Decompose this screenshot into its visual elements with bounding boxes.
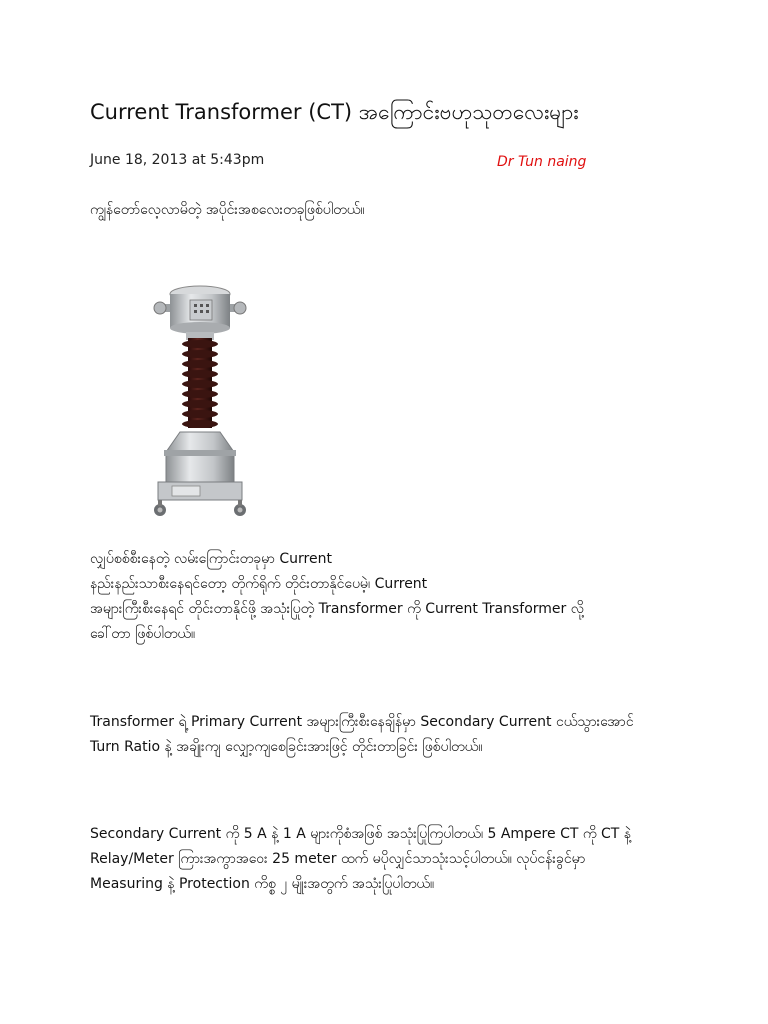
paragraph-line: Turn Ratio နဲ့ အချိုးကျ လျှော့ကျစေခြင်းအားဖြင့် တိုင်းတာခြင်း ဖြစ်ပါတယ်။ [90, 739, 483, 755]
paragraph-line: အများကြီးစီးနေရင် တိုင်းတာနိုင်ဖို့ အသုံးပြုတဲ့ Transformer ကို Current Transformer လို့ [90, 601, 584, 617]
author-name: Dr Tun naing [497, 154, 587, 170]
paragraph-line: Transformer ရဲ့ Primary Current အများကြီးစီးနေချိန်မှာ Secondary Current ငယ်သွားအောင် [90, 714, 634, 730]
paragraph-3 [90, 822, 690, 897]
paragraph-line: နည်းနည်းသာစီးနေရင်တော့ တိုက်ရိုက် တိုင်းတာနိုင်ပေမဲ့၊ Current [90, 576, 428, 592]
intro-text: ကျွန်တော်လေ့လာမိတဲ့ အပိုင်းအစလေးတခုဖြစ်ပါတယ်။ [90, 202, 365, 218]
paragraph-line: ခေါ်တာ ဖြစ်ပါတယ်။ [90, 626, 196, 642]
post-date: June 18, 2013 at 5:43pm [90, 152, 265, 168]
current-transformer-icon [150, 282, 250, 520]
paragraph-line: လျှပ်စစ်စီးနေတဲ့ လမ်းကြောင်းတခုမှာ Current [90, 551, 332, 567]
page-title: Current Transformer (CT) အကြောင်းဗဟုသုတလေးများ [90, 100, 579, 124]
paragraph-1 [90, 547, 690, 647]
paragraph-line: Secondary Current ကို 5 A နဲ့ 1 A များကိုစံအဖြစ် အသုံးပြုကြပါတယ်၊ 5 Ampere CT ကို CT နဲ့ [90, 826, 632, 842]
paragraph-line: Relay/Meter ကြားအကွာအဝေး 25 meter ထက် မပိုလျှင်သာသုံးသင့်ပါတယ်။ လုပ်ငန်းခွင်မှာ [90, 851, 586, 867]
paragraph-2 [90, 710, 690, 760]
paragraph-line: Measuring နဲ့ Protection ကိစ္စ ၂ မျိုးအတွက် အသုံးပြုပါတယ်။ [90, 876, 435, 892]
